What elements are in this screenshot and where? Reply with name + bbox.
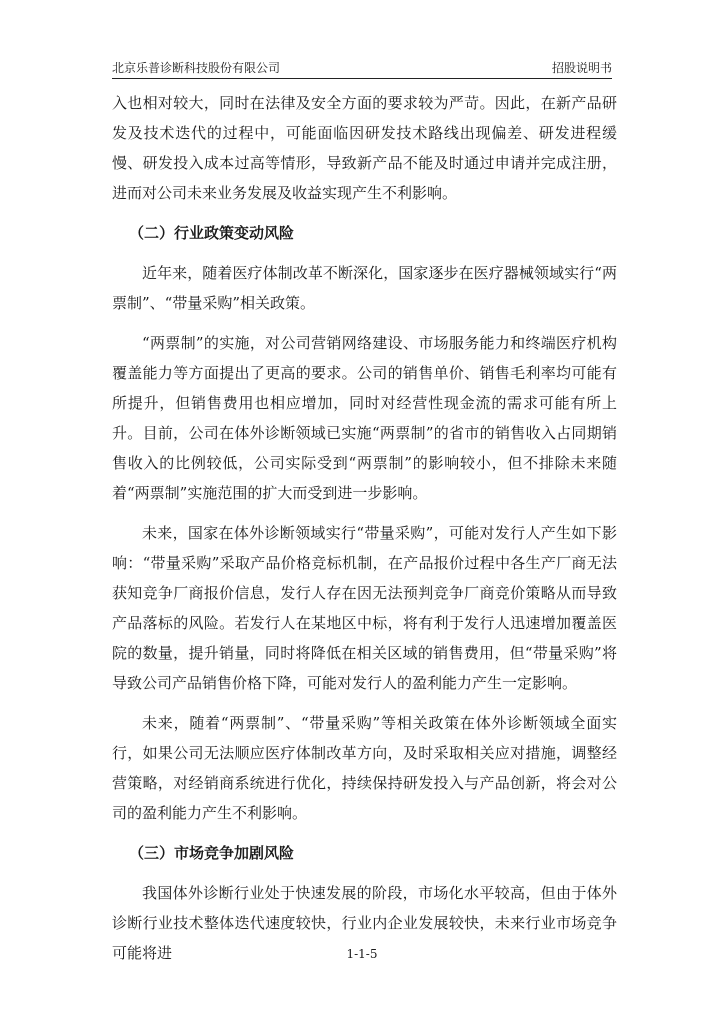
page-number: 1-1-5	[346, 947, 378, 961]
page-body	[112, 88, 617, 968]
paragraph-two-invoice: “两票制”的实施，对公司营销网络建设、市场服务能力和终端医疗机构覆盖能力等方面提出了更高的要求。公司的销售单价、销售毛利率均可能有所提升，但销售费用也相应增加，同时对经营性现金流的需求可能有所上升。目前，公司在体外诊断领域已实施“两票制”的省市的销售收入占同期销售收入的比例较低，公司实际受到“两票制”的影响较小，但不排除未来随着“两票制”实施范围的扩大而受到进一步影响。	[112, 334, 617, 502]
paragraph-policy-outlook: 未来，随着“两票制”、“带量采购”等相关政策在体外诊断领域全面实行，如果公司无法顺应医疗体制改革方向，及时采取相关应对措施，调整经营策略，对经销商系统进行优化，持续保持研发投入与产品创新，将会对公司的盈利能力产生不利影响。	[112, 714, 617, 822]
paragraph-policy-intro: 近年来，随着医疗体制改革不断深化，国家逐步在医疗器械领域实行“两票制”、“带量采购”相关政策。	[112, 264, 617, 312]
paragraph-volume-procurement: 未来，国家在体外诊断领域实行“带量采购”，可能对发行人产生如下影响：“带量采购”采取产品价格竞标机制，在产品报价过程中各生产厂商无法获知竞争厂商报价信息，发行人存在因无法预判竞争厂商竞价策略从而导致产品落标的风险。若发行人在某地区中标，将有利于发行人迅速增加覆盖医院的数量，提升销量，同时将降低在相关区域的销售费用，但“带量采购”将导致公司产品销售价格下降，可能对发行人的盈利能力产生一定影响。	[112, 524, 617, 692]
paragraph-continued: 入也相对较大，同时在法律及安全方面的要求较为严苛。因此，在新产品研发及技术迭代的过程中，可能面临因研发技术路线出现偏差、研发进程缓慢、研发投入成本过高等情形，导致新产品不能及时通过申请并完成注册，进而对公司未来业务发展及收益实现产生不利影响。	[112, 94, 617, 202]
section-heading-policy-risk: （二）行业政策变动风险	[129, 224, 295, 242]
paragraph-competition: 我国体外诊断行业处于快速发展的阶段，市场化水平较高，但由于体外诊断行业技术整体迭代速度较快，行业内企业发展较快，未来行业市场竞争可能将进	[112, 884, 617, 962]
header-company-name: 北京乐普诊断科技股份有限公司	[112, 61, 281, 75]
page-header	[112, 60, 612, 79]
header-document-type: 招股说明书	[551, 61, 612, 75]
section-heading-competition-risk: （三）市场竞争加剧风险	[129, 844, 295, 862]
